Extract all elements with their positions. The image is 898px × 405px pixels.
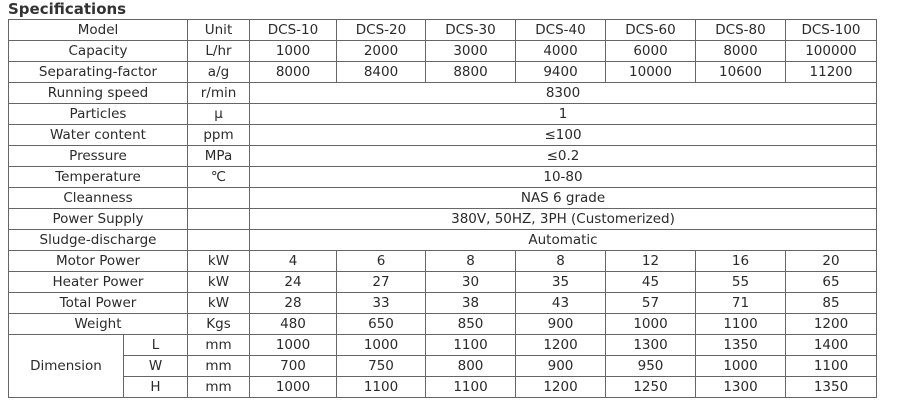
header-row (9, 20, 877, 41)
heater-power-unit: kW (188, 272, 250, 293)
motor-power-value: 12 (606, 251, 696, 272)
separating-factor-value: 8800 (426, 62, 516, 83)
running-speed-value: 8300 (250, 83, 877, 104)
heater-power-value: 27 (337, 272, 426, 293)
dimension-w-unit: mm (188, 356, 250, 377)
total-power-value: 85 (786, 293, 877, 314)
dimension-l-value: 1000 (250, 335, 337, 356)
row-weight (9, 314, 877, 335)
dimension-l-value: 1400 (786, 335, 877, 356)
pressure-label: Pressure (9, 146, 188, 167)
motor-power-label: Motor Power (9, 251, 188, 272)
capacity-value: 1000 (250, 41, 337, 62)
total-power-value: 71 (696, 293, 786, 314)
header-dcs-100: DCS-100 (786, 20, 877, 41)
temperature-label: Temperature (9, 167, 188, 188)
cleanness-label: Cleanness (9, 188, 188, 209)
heater-power-value: 35 (516, 272, 606, 293)
motor-power-unit: kW (188, 251, 250, 272)
heater-power-value: 30 (426, 272, 516, 293)
dimension-h-axis: H (124, 377, 188, 398)
motor-power-value: 20 (786, 251, 877, 272)
particles-label: Particles (9, 104, 188, 125)
running-speed-label: Running speed (9, 83, 188, 104)
heater-power-value: 65 (786, 272, 877, 293)
dimension-w-value: 1000 (696, 356, 786, 377)
total-power-value: 57 (606, 293, 696, 314)
total-power-unit: kW (188, 293, 250, 314)
total-power-value: 43 (516, 293, 606, 314)
row-total-power (9, 293, 877, 314)
power-supply-value: 380V, 50HZ, 3PH (Customerized) (250, 209, 877, 230)
separating-factor-value: 11200 (786, 62, 877, 83)
row-water-content (9, 125, 877, 146)
weight-value: 1000 (606, 314, 696, 335)
total-power-value: 33 (337, 293, 426, 314)
row-particles (9, 104, 877, 125)
dimension-l-value: 1000 (337, 335, 426, 356)
capacity-label: Capacity (9, 41, 188, 62)
row-capacity (9, 41, 877, 62)
temperature-unit: ℃ (188, 167, 250, 188)
separating-factor-label: Separating-factor (9, 62, 188, 83)
capacity-unit: L/hr (188, 41, 250, 62)
weight-unit: Kgs (188, 314, 250, 335)
row-pressure (9, 146, 877, 167)
header-dcs-60: DCS-60 (606, 20, 696, 41)
dimension-h-value: 1350 (786, 377, 877, 398)
separating-factor-value: 10600 (696, 62, 786, 83)
dimension-h-value: 1250 (606, 377, 696, 398)
weight-value: 1100 (696, 314, 786, 335)
separating-factor-value: 10000 (606, 62, 696, 83)
row-dimension-h (9, 377, 877, 398)
separating-factor-unit: a/g (188, 62, 250, 83)
dimension-l-value: 1300 (606, 335, 696, 356)
total-power-label: Total Power (9, 293, 188, 314)
total-power-value: 28 (250, 293, 337, 314)
weight-value: 480 (250, 314, 337, 335)
running-speed-unit: r/min (188, 83, 250, 104)
cleanness-unit (188, 188, 250, 209)
motor-power-value: 6 (337, 251, 426, 272)
capacity-value: 100000 (786, 41, 877, 62)
header-dcs-40: DCS-40 (516, 20, 606, 41)
dimension-label: Dimension (9, 335, 124, 398)
row-dimension-l (9, 335, 877, 356)
water-content-unit: ppm (188, 125, 250, 146)
section-title: Specifications (8, 0, 127, 18)
dimension-l-value: 1350 (696, 335, 786, 356)
header-model: Model (9, 20, 188, 41)
water-content-label: Water content (9, 125, 188, 146)
row-heater-power (9, 272, 877, 293)
cleanness-value: NAS 6 grade (250, 188, 877, 209)
water-content-value: ≤100 (250, 125, 877, 146)
weight-value: 650 (337, 314, 426, 335)
capacity-value: 6000 (606, 41, 696, 62)
separating-factor-value: 8400 (337, 62, 426, 83)
particles-unit: μ (188, 104, 250, 125)
row-cleanness (9, 188, 877, 209)
motor-power-value: 8 (516, 251, 606, 272)
dimension-h-value: 1100 (337, 377, 426, 398)
dimension-h-value: 1000 (250, 377, 337, 398)
capacity-value: 8000 (696, 41, 786, 62)
dimension-h-unit: mm (188, 377, 250, 398)
temperature-value: 10-80 (250, 167, 877, 188)
pressure-unit: MPa (188, 146, 250, 167)
particles-value: 1 (250, 104, 877, 125)
heater-power-value: 24 (250, 272, 337, 293)
heater-power-label: Heater Power (9, 272, 188, 293)
dimension-l-unit: mm (188, 335, 250, 356)
power-supply-unit (188, 209, 250, 230)
dimension-h-value: 1200 (516, 377, 606, 398)
heater-power-value: 55 (696, 272, 786, 293)
sludge-discharge-label: Sludge-discharge (9, 230, 188, 251)
capacity-value: 3000 (426, 41, 516, 62)
row-separating-factor (9, 62, 877, 83)
dimension-l-value: 1200 (516, 335, 606, 356)
dimension-w-axis: W (124, 356, 188, 377)
dimension-w-value: 950 (606, 356, 696, 377)
weight-value: 900 (516, 314, 606, 335)
total-power-value: 38 (426, 293, 516, 314)
capacity-value: 2000 (337, 41, 426, 62)
row-sludge-discharge (9, 230, 877, 251)
separating-factor-value: 9400 (516, 62, 606, 83)
header-dcs-10: DCS-10 (250, 20, 337, 41)
header-dcs-80: DCS-80 (696, 20, 786, 41)
pressure-value: ≤0.2 (250, 146, 877, 167)
header-dcs-20: DCS-20 (337, 20, 426, 41)
row-dimension-w (9, 356, 877, 377)
weight-label: Weight (9, 314, 188, 335)
dimension-w-value: 1100 (786, 356, 877, 377)
dimension-w-value: 800 (426, 356, 516, 377)
dimension-h-value: 1300 (696, 377, 786, 398)
sludge-discharge-value: Automatic (250, 230, 877, 251)
row-power-supply (9, 209, 877, 230)
weight-value: 850 (426, 314, 516, 335)
row-temperature (9, 167, 877, 188)
dimension-w-value: 900 (516, 356, 606, 377)
dimension-h-value: 1100 (426, 377, 516, 398)
row-motor-power (9, 251, 877, 272)
header-dcs-30: DCS-30 (426, 20, 516, 41)
motor-power-value: 16 (696, 251, 786, 272)
dimension-l-value: 1100 (426, 335, 516, 356)
capacity-value: 4000 (516, 41, 606, 62)
weight-value: 1200 (786, 314, 877, 335)
heater-power-value: 45 (606, 272, 696, 293)
sludge-discharge-unit (188, 230, 250, 251)
specifications-table (8, 19, 877, 398)
motor-power-value: 4 (250, 251, 337, 272)
dimension-l-axis: L (124, 335, 188, 356)
header-unit: Unit (188, 20, 250, 41)
dimension-w-value: 700 (250, 356, 337, 377)
row-running-speed (9, 83, 877, 104)
dimension-w-value: 750 (337, 356, 426, 377)
separating-factor-value: 8000 (250, 62, 337, 83)
motor-power-value: 8 (426, 251, 516, 272)
power-supply-label: Power Supply (9, 209, 188, 230)
